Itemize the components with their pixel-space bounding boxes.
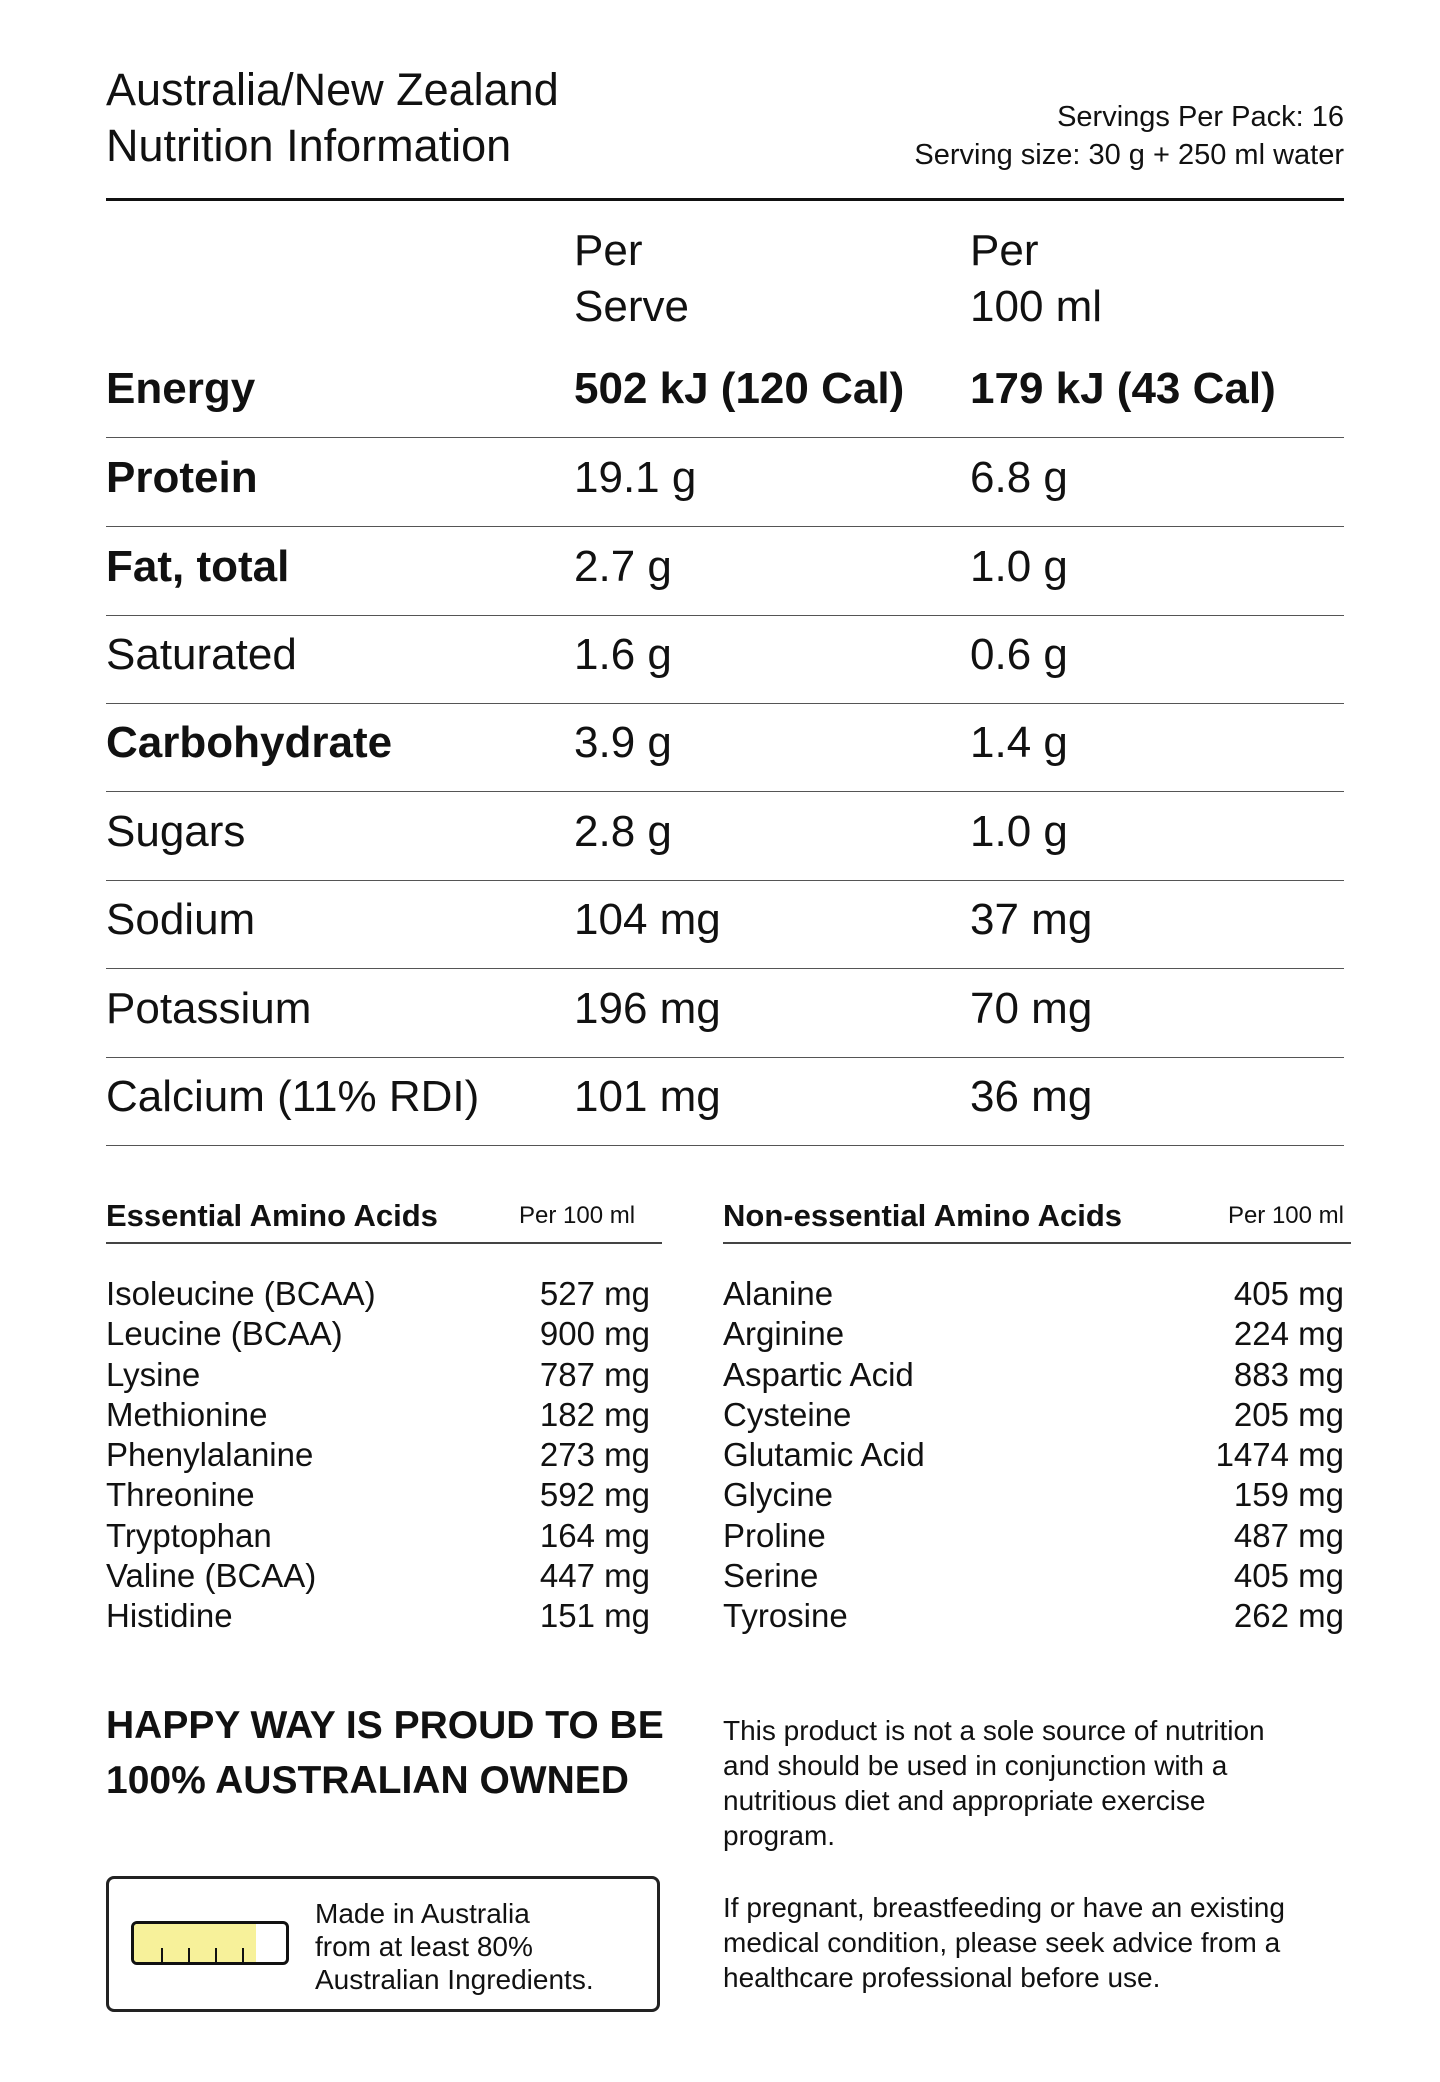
nutrient-name: Carbohydrate bbox=[106, 718, 393, 767]
nonessential-amino-section bbox=[723, 1196, 1351, 1637]
meter-tick bbox=[188, 1948, 190, 1962]
list-item: Methionine 182 mg bbox=[106, 1395, 650, 1433]
column-header-per-serve bbox=[574, 223, 689, 335]
list-item: Aspartic Acid 883 mg bbox=[723, 1355, 1344, 1393]
disclaimer-line: program. bbox=[723, 1820, 836, 1851]
nutrient-per-100ml: 1.0 g bbox=[970, 542, 1068, 591]
nutrient-row-sugars bbox=[106, 792, 1344, 881]
label-title bbox=[106, 62, 559, 174]
list-item: Phenylalanine 273 mg bbox=[106, 1436, 650, 1474]
column-header-per-100ml bbox=[970, 223, 1102, 335]
nutrient-name: Saturated bbox=[106, 630, 297, 679]
nutrient-name: Fat, total bbox=[106, 542, 290, 591]
medical-disclaimer bbox=[723, 1890, 1363, 1995]
nutrient-per-100ml: 179 kJ (43 Cal) bbox=[970, 364, 1276, 413]
list-item: Proline 487 mg bbox=[723, 1516, 1344, 1554]
proud-line-2: 100% AUSTRALIAN OWNED bbox=[106, 1759, 629, 1802]
nutrient-per-serve: 3.9 g bbox=[574, 718, 672, 767]
disclaimer-line: medical condition, please seek advice from a bbox=[723, 1927, 1281, 1958]
nutrient-per-100ml: 70 mg bbox=[970, 984, 1093, 1033]
made-in-australia-badge bbox=[106, 1876, 660, 2012]
meter-tick bbox=[215, 1948, 217, 1962]
list-item: Lysine 787 mg bbox=[106, 1355, 650, 1393]
essential-amino-heading: Essential Amino Acids bbox=[106, 1198, 438, 1233]
list-item: Arginine 224 mg bbox=[723, 1315, 1344, 1353]
nonessential-divider bbox=[723, 1242, 1351, 1244]
list-item: Serine 405 mg bbox=[723, 1557, 1344, 1595]
list-item: Glycine 159 mg bbox=[723, 1476, 1344, 1514]
serving-info bbox=[914, 98, 1344, 174]
proud-line-1: HAPPY WAY IS PROUD TO BE bbox=[106, 1704, 664, 1747]
list-item: Cysteine 205 mg bbox=[723, 1395, 1344, 1433]
nonessential-amino-list bbox=[723, 1274, 1344, 1637]
nutrient-name: Energy bbox=[106, 364, 256, 413]
essential-divider bbox=[106, 1242, 662, 1244]
nutrient-per-serve: 104 mg bbox=[574, 895, 721, 944]
badge-line-2: from at least 80% bbox=[315, 1931, 533, 1962]
nutrient-name: Calcium (11% RDI) bbox=[106, 1072, 480, 1121]
nutrient-row-carbohydrate bbox=[106, 703, 1344, 792]
header-divider bbox=[106, 198, 1344, 201]
nutrient-per-100ml: 6.8 g bbox=[970, 453, 1068, 502]
serving-size: Serving size: 30 g + 250 ml water bbox=[914, 139, 1344, 171]
nutrient-name: Sugars bbox=[106, 807, 246, 856]
col-100-line-1: Per bbox=[970, 226, 1039, 275]
nutrient-per-serve: 502 kJ (120 Cal) bbox=[574, 364, 905, 413]
sole-source-disclaimer bbox=[723, 1713, 1363, 1853]
ingredients-meter-icon bbox=[131, 1921, 289, 1965]
nutrient-row-protein bbox=[106, 438, 1344, 527]
col-serve-line-2: Serve bbox=[574, 282, 689, 331]
list-item: Alanine 405 mg bbox=[723, 1275, 1344, 1312]
nutrient-per-serve: 2.7 g bbox=[574, 542, 672, 591]
nutrient-name: Protein bbox=[106, 453, 258, 502]
nutrient-row-fat-total bbox=[106, 527, 1344, 616]
list-item: Threonine 592 mg bbox=[106, 1476, 650, 1514]
essential-amino-section bbox=[106, 1196, 662, 1637]
list-item: Tyrosine 262 mg bbox=[723, 1597, 1344, 1635]
meter-fill bbox=[134, 1924, 256, 1962]
disclaimer-line: healthcare professional before use. bbox=[723, 1962, 1161, 1993]
essential-per-label: Per 100 ml bbox=[519, 1202, 636, 1229]
nutrient-per-serve: 101 mg bbox=[574, 1072, 721, 1121]
nutrient-row-calcium bbox=[106, 1057, 1344, 1146]
disclaimer-line: nutritious diet and appropriate exercise bbox=[723, 1785, 1206, 1816]
nutrient-per-serve: 1.6 g bbox=[574, 630, 672, 679]
nutrient-per-100ml: 1.4 g bbox=[970, 718, 1068, 767]
essential-amino-list bbox=[106, 1274, 650, 1637]
col-serve-line-1: Per bbox=[574, 226, 643, 275]
nutrient-per-100ml: 1.0 g bbox=[970, 807, 1068, 856]
servings-per-pack: Servings Per Pack: 16 bbox=[1057, 101, 1344, 133]
australian-owned-statement bbox=[106, 1698, 664, 1808]
nutrient-row-sodium bbox=[106, 880, 1344, 969]
nutrient-per-100ml: 37 mg bbox=[970, 895, 1093, 944]
nutrient-row-energy bbox=[106, 349, 1344, 438]
nutrient-row-potassium bbox=[106, 969, 1344, 1058]
nonessential-per-label: Per 100 ml bbox=[1227, 1202, 1344, 1229]
list-item: Valine (BCAA) 447 mg bbox=[106, 1557, 650, 1595]
disclaimer-line: and should be used in conjunction with a bbox=[723, 1750, 1228, 1781]
title-line-1: Australia/New Zealand bbox=[106, 64, 559, 115]
list-item: Tryptophan 164 mg bbox=[106, 1516, 650, 1554]
list-item: Histidine 151 mg bbox=[106, 1597, 650, 1635]
title-line-2: Nutrition Information bbox=[106, 120, 512, 171]
badge-line-3: Australian Ingredients. bbox=[315, 1964, 594, 1995]
nutrient-per-serve: 2.8 g bbox=[574, 807, 672, 856]
nonessential-amino-heading: Non-essential Amino Acids bbox=[723, 1198, 1123, 1233]
nutrient-per-serve: 19.1 g bbox=[574, 453, 697, 502]
list-item: Leucine (BCAA) 900 mg bbox=[106, 1315, 650, 1353]
meter-tick bbox=[242, 1948, 244, 1962]
col-100-line-2: 100 ml bbox=[970, 282, 1103, 331]
disclaimer-line: This product is not a sole source of nutrition bbox=[723, 1715, 1265, 1746]
nutrient-name: Potassium bbox=[106, 984, 312, 1033]
nutrient-row-saturated bbox=[106, 615, 1344, 704]
nutrient-per-100ml: 36 mg bbox=[970, 1072, 1093, 1121]
meter-tick bbox=[161, 1948, 163, 1962]
list-item: Glutamic Acid 1474 mg bbox=[723, 1436, 1344, 1474]
list-item: Isoleucine (BCAA) 527 mg bbox=[106, 1275, 650, 1312]
nutrient-per-100ml: 0.6 g bbox=[970, 630, 1068, 679]
badge-line-1: Made in Australia bbox=[315, 1898, 530, 1929]
badge-text bbox=[315, 1897, 594, 1996]
disclaimer-line: If pregnant, breastfeeding or have an existing bbox=[723, 1892, 1285, 1923]
nutrient-name: Sodium bbox=[106, 895, 256, 944]
nutrient-per-serve: 196 mg bbox=[574, 984, 721, 1033]
